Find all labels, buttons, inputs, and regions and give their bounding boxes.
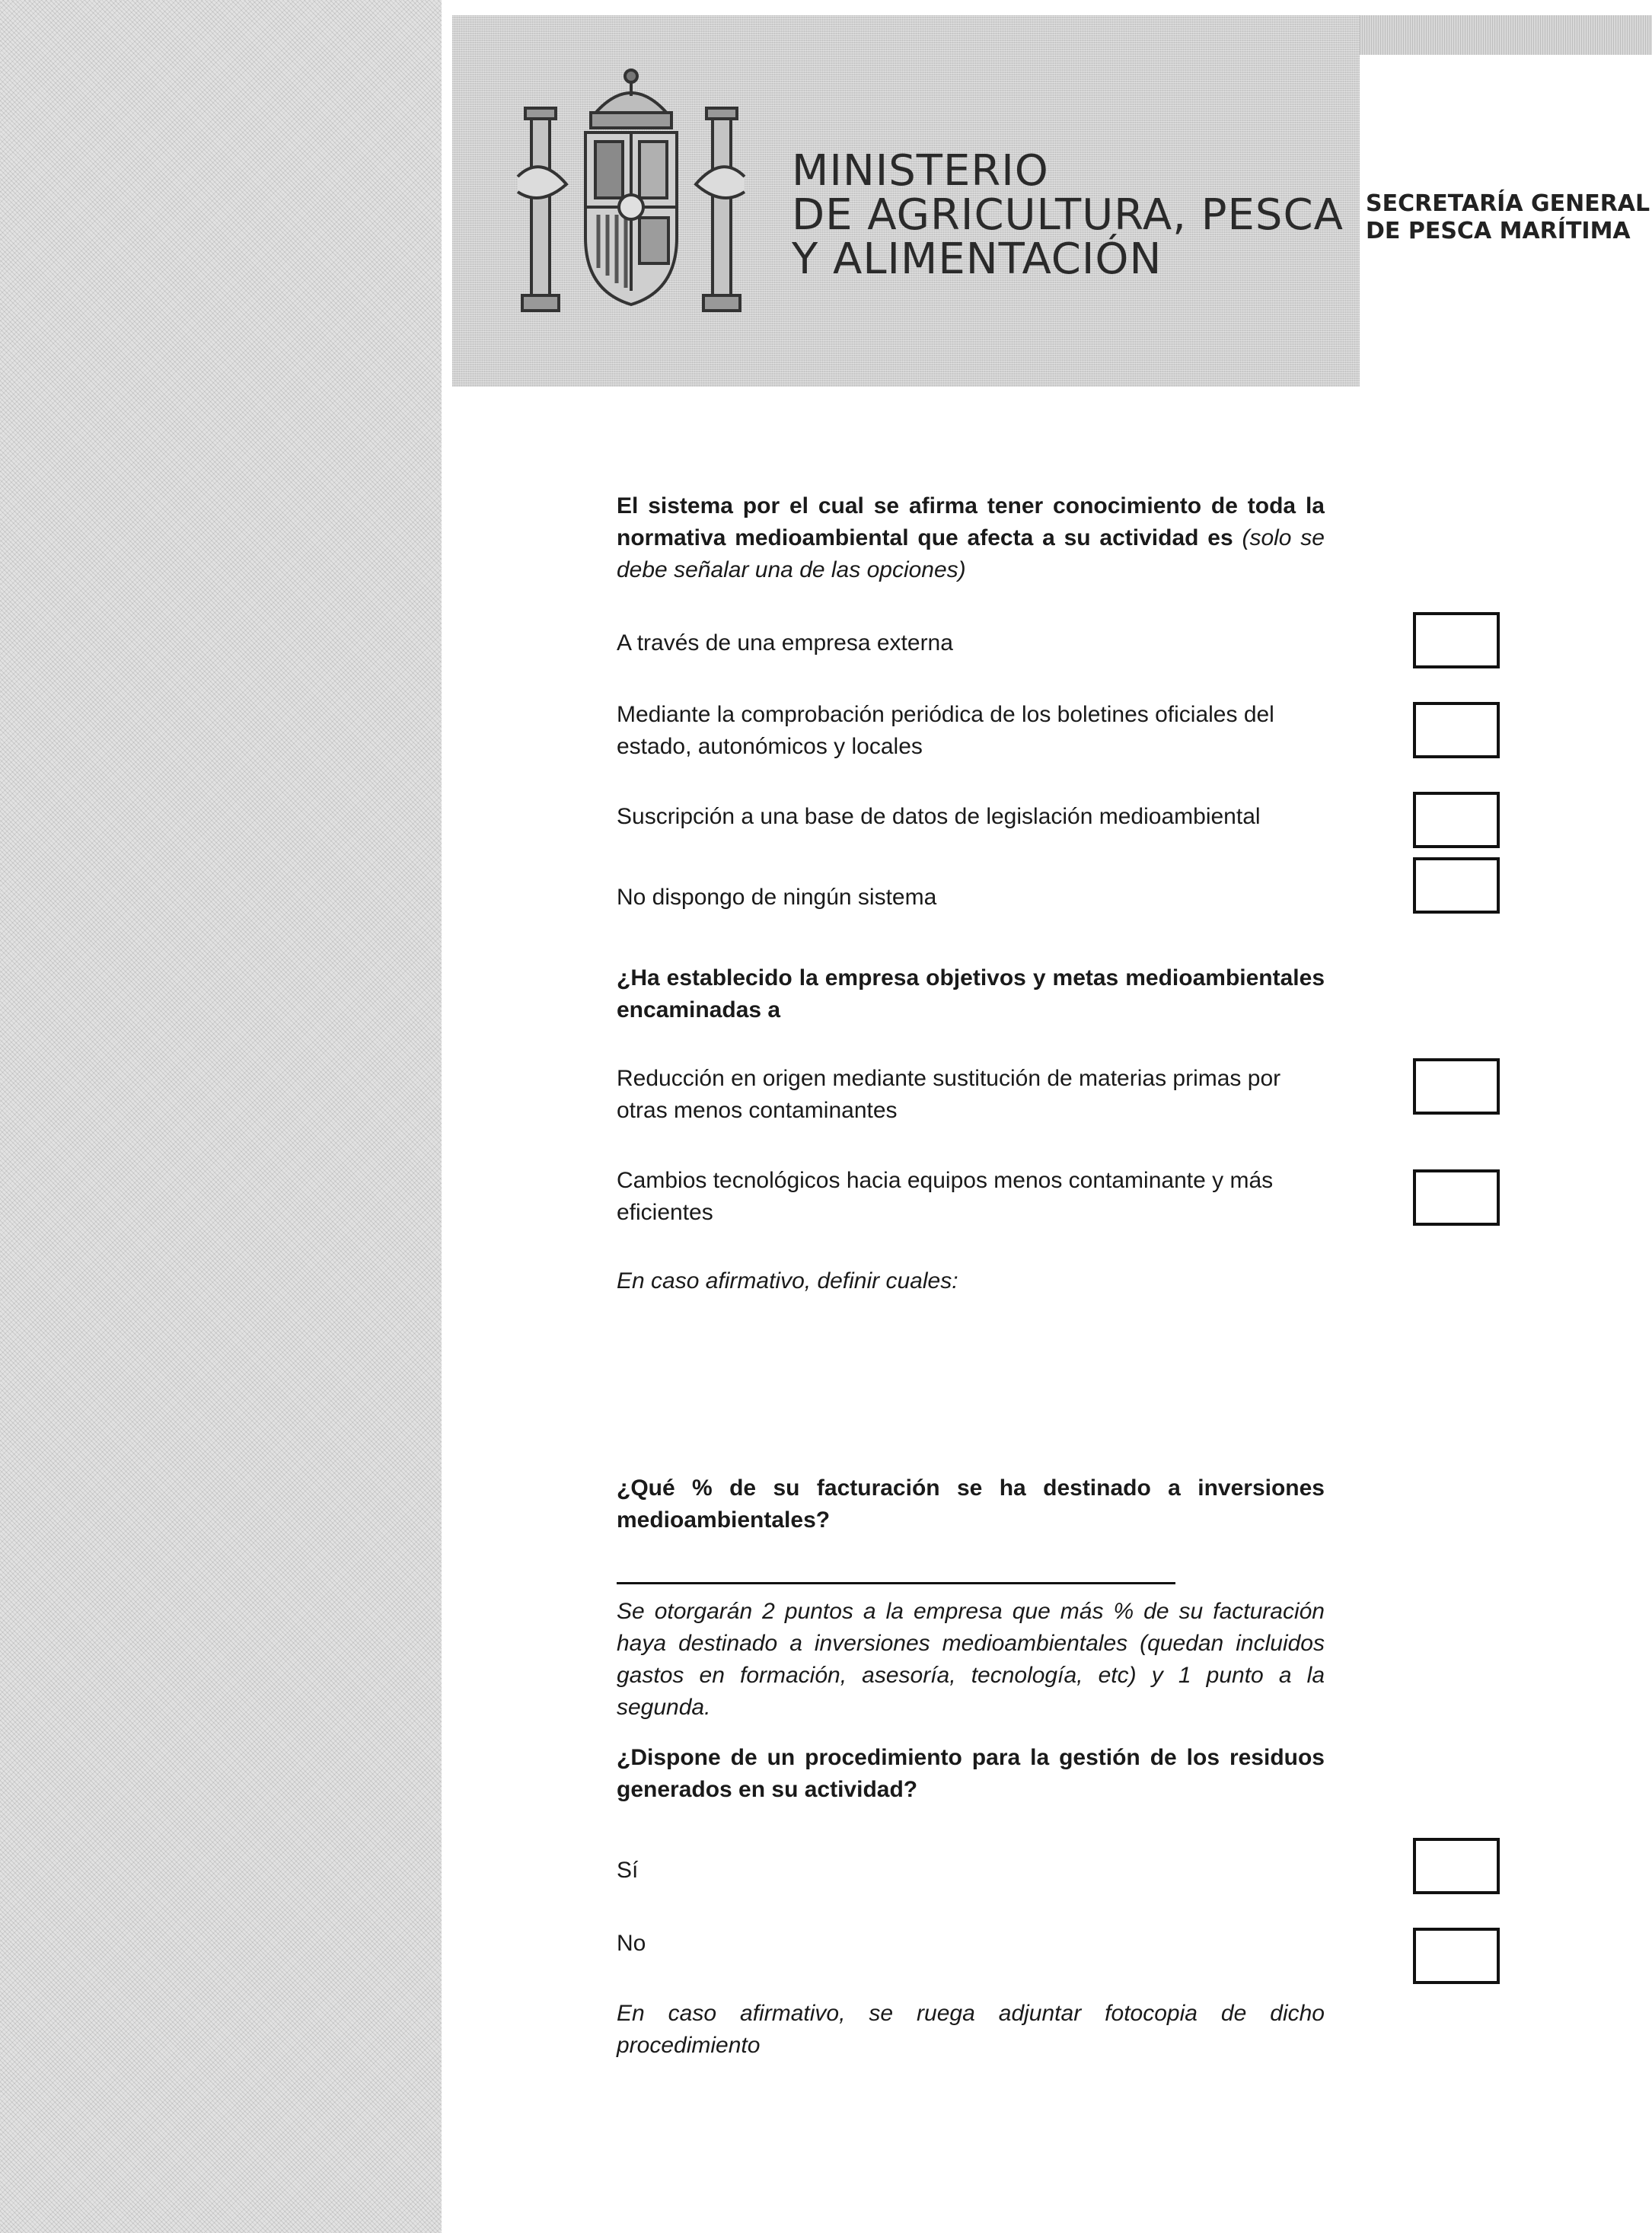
attach-procedure-note: En caso afirmativo, se ruega adjuntar fotocopia de dicho procedimiento	[617, 2001, 1325, 2058]
secretariat-name	[1366, 190, 1650, 245]
checkbox-yes[interactable]	[1413, 1838, 1500, 1894]
option-database-subscription: Suscripción a una base de datos de legislación medioambiental	[617, 804, 1261, 829]
decorative-side-strip	[0, 0, 442, 2233]
ministry-title	[792, 146, 1344, 284]
spain-coat-of-arms-icon	[505, 62, 757, 321]
question-waste-management: ¿Dispone de un procedimiento para la gestión de los residuos generados en su actividad?	[617, 1745, 1325, 1802]
question-environmental-objectives: ¿Ha establecido la empresa objetivos y metas medioambientales encaminadas a	[617, 965, 1325, 1022]
question-instruction: (solo se debe señalar una de las opciones)	[617, 525, 1325, 582]
question-text: El sistema por el cual se afirma tener conocimiento de toda la normativa medioambiental que afecta a su actividad es	[617, 493, 1325, 550]
investment-percentage-answer-line[interactable]	[617, 1582, 1175, 1584]
define-which-note: En caso afirmativo, definir cuales:	[617, 1268, 958, 1294]
checkbox-no[interactable]	[1413, 1928, 1500, 1984]
ministry-title-line2: DE AGRICULTURA, PESCA	[792, 190, 1344, 240]
checkbox-database-subscription[interactable]	[1413, 792, 1500, 848]
option-no-system: No dispongo de ningún sistema	[617, 885, 937, 910]
secretariat-line1: SECRETARÍA GENERAL	[1366, 190, 1650, 217]
secretariat-line2: DE PESCA MARÍTIMA	[1366, 218, 1631, 244]
ministry-title-line3: Y ALIMENTACIÓN	[792, 234, 1162, 284]
option-raw-material-substitution: Reducción en origen mediante sustitución de materias primas por otras menos contaminantes	[617, 1066, 1281, 1123]
checkbox-technological-changes[interactable]	[1413, 1169, 1500, 1226]
option-external-company: A través de una empresa externa	[617, 630, 953, 656]
checkbox-raw-material-substitution[interactable]	[1413, 1058, 1500, 1115]
option-technological-changes: Cambios tecnológicos hacia equipos menos contaminante y más eficientes	[617, 1168, 1274, 1225]
option-yes: Sí	[617, 1858, 639, 1883]
header-texture-strip	[1360, 15, 1652, 55]
option-no: No	[617, 1931, 646, 1956]
scoring-note: Se otorgarán 2 puntos a la empresa que más % de su facturación haya destinado a inversiones medioambientales (quedan incluidos gastos en formación, asesoría, tecnología, etc) y 1 punto a la segunda.	[617, 1599, 1325, 1720]
checkbox-bulletin-review[interactable]	[1413, 702, 1500, 758]
question-environmental-regulation	[617, 490, 1325, 586]
option-bulletin-review: Mediante la comprobación periódica de los boletines oficiales del estado, autonómicos y locales	[617, 702, 1274, 759]
ministry-title-line1: MINISTERIO	[792, 146, 1049, 196]
checkbox-no-system[interactable]	[1413, 857, 1500, 914]
question-investment-percentage: ¿Qué % de su facturación se ha destinado a inversiones medioambientales?	[617, 1475, 1325, 1533]
checkbox-external-company[interactable]	[1413, 612, 1500, 668]
